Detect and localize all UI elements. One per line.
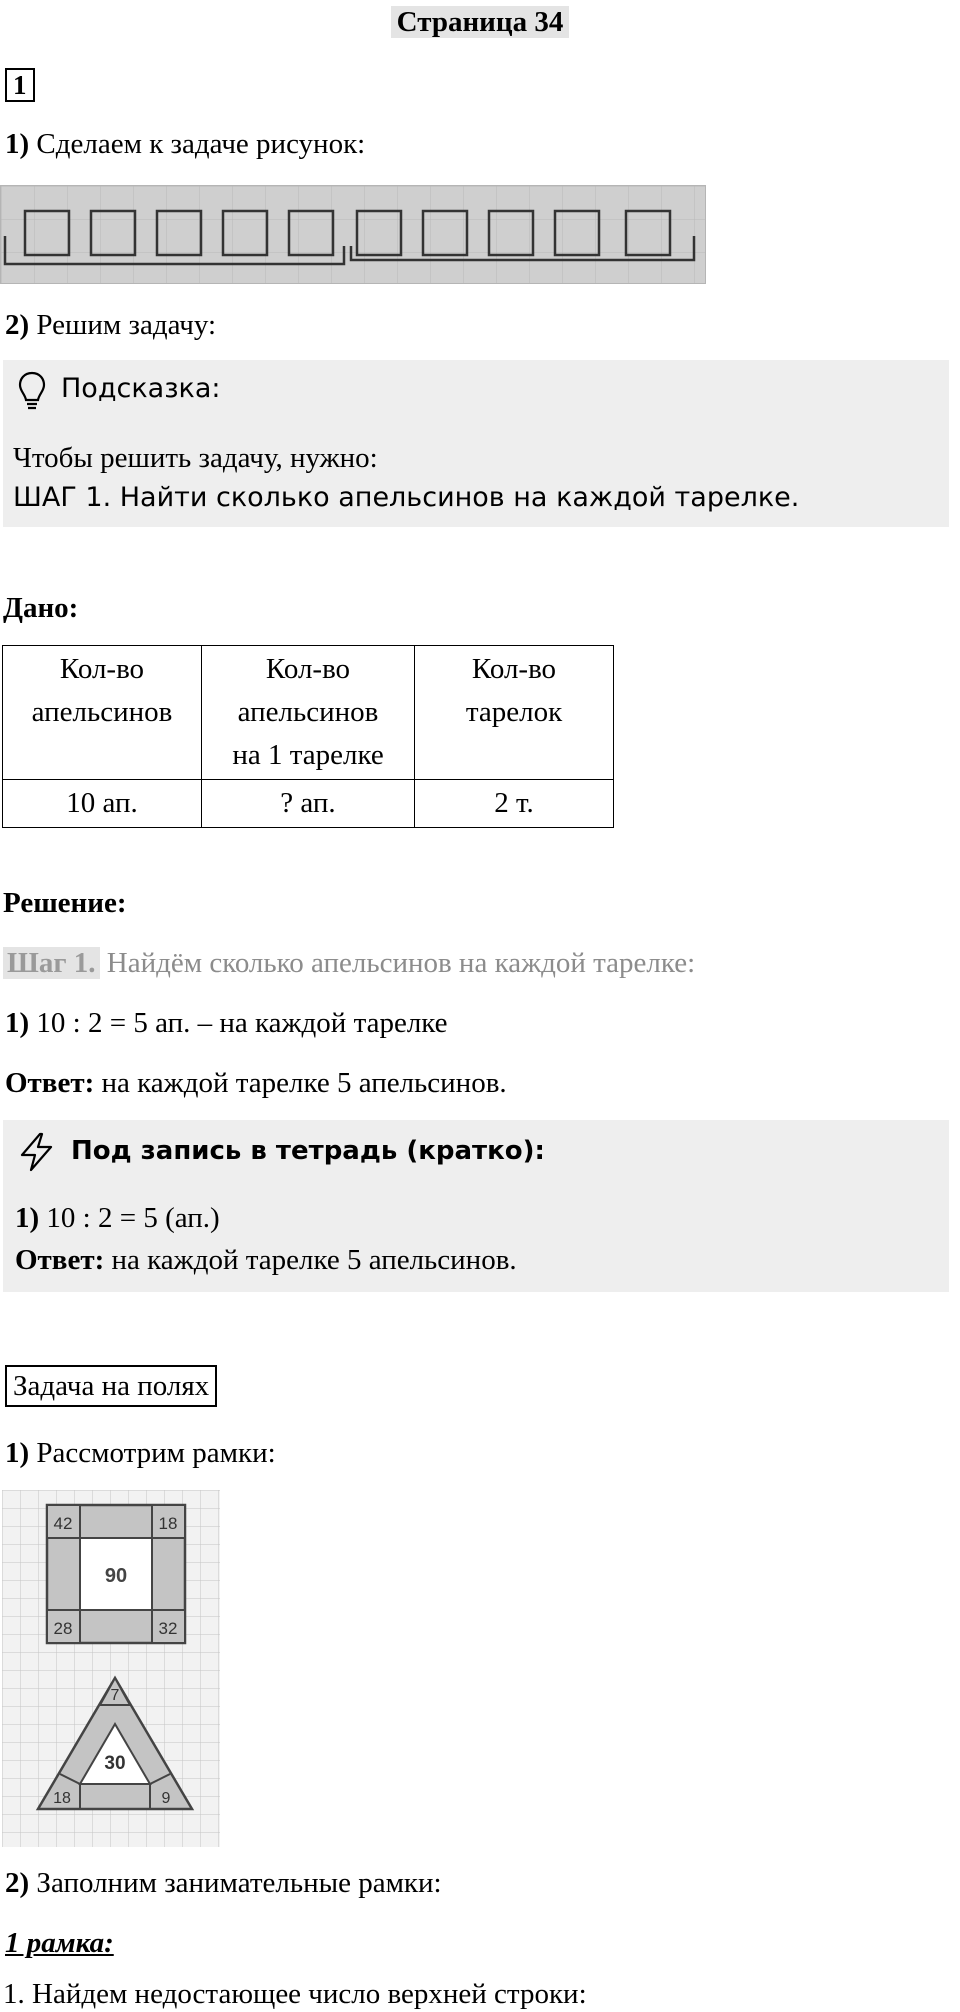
margin-step-2: 2) Заполним занимательные рамки:	[5, 1867, 442, 1899]
solution-label: Решение:	[3, 887, 127, 919]
value-plates: 2 т.	[415, 780, 614, 828]
square-center: 90	[104, 1565, 128, 1587]
step-2-line: 2) Решим задачу:	[5, 309, 217, 341]
hint-title: Подсказка:	[61, 373, 221, 404]
square-bottom-left: 28	[53, 1619, 73, 1638]
value-oranges-total: 10 ап.	[3, 780, 202, 828]
solution-line-1: 1) 10 : 2 = 5 ап. – на каждой тарелке	[5, 1007, 448, 1039]
notebook-line-1: 1) 10 : 2 = 5 (ап.)	[15, 1202, 220, 1234]
frames-picture	[2, 1490, 220, 1847]
header-oranges-total: Кол-во апельсинов	[3, 646, 202, 780]
table-row	[3, 780, 614, 828]
triangle-top: 7	[110, 1687, 120, 1704]
task-sketch-image	[0, 185, 706, 284]
triangle-center: 30	[104, 1753, 126, 1774]
step-1-line: 1) Сделаем к задаче рисунок:	[5, 128, 366, 160]
solution-answer: Ответ: на каждой тарелке 5 апельсинов.	[5, 1067, 507, 1099]
task-number-box: 1	[5, 68, 35, 102]
margin-task-label: Задача на полях	[5, 1365, 217, 1407]
given-label: Дано:	[3, 592, 79, 624]
square-bottom-right: 32	[158, 1619, 178, 1638]
hint-line-1: Чтобы решить задачу, нужно:	[13, 442, 378, 474]
squares-sketch	[1, 186, 705, 283]
value-oranges-per-plate: ? ап.	[202, 780, 415, 828]
frames-figure	[2, 1490, 220, 1847]
notebook-title: Под запись в тетрадь (кратко):	[71, 1136, 545, 1166]
notebook-box	[3, 1120, 949, 1292]
margin-step-1: 1) Рассмотрим рамки:	[5, 1437, 276, 1469]
square-frame	[47, 1505, 185, 1643]
lightning-icon	[17, 1132, 57, 1172]
square-top-left: 42	[53, 1514, 73, 1533]
given-table	[2, 645, 614, 828]
solution-step-1: Шаг 1. Найдём сколько апельсинов на каждой тарелке:	[3, 945, 695, 981]
frame-1-step: 1. Найдем недостающее число верхней строки:	[3, 1978, 587, 2010]
hint-step: ШАГ 1. Найти сколько апельсинов на каждой тарелке.	[13, 482, 800, 513]
header-oranges-per-plate: Кол-во апельсинов на 1 тарелке	[202, 646, 415, 780]
page-title: Страница 34	[0, 6, 960, 39]
notebook-answer: Ответ: на каждой тарелке 5 апельсинов.	[15, 1244, 517, 1276]
triangle-bottom-right: 9	[161, 1790, 171, 1807]
frame-1-label: 1 рамка:	[5, 1927, 114, 1959]
hint-box	[3, 360, 949, 527]
triangle-bottom-left: 18	[53, 1790, 71, 1807]
lightbulb-icon	[17, 370, 47, 412]
table-header-row	[3, 646, 614, 780]
square-top-right: 18	[158, 1514, 178, 1533]
header-plates: Кол-во тарелок	[415, 646, 614, 780]
